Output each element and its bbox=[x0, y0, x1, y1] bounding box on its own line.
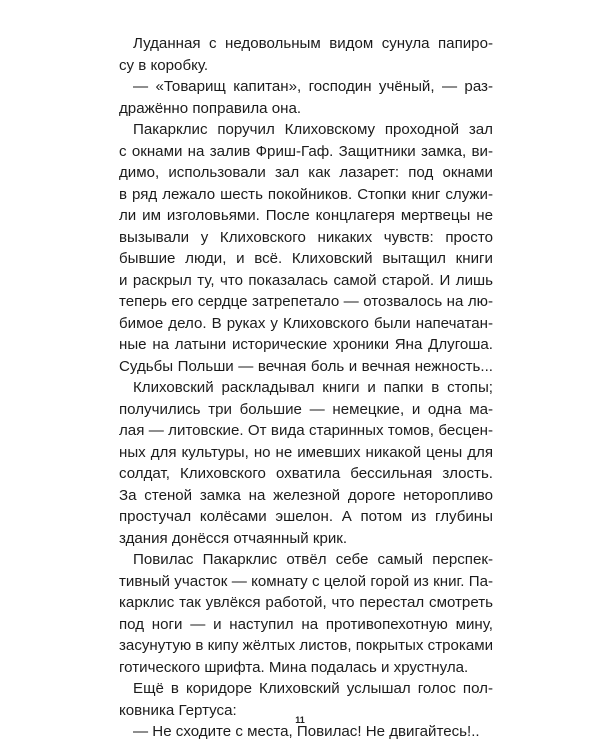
text-line: ные на латыни исторические хроники Яна Длугоша. bbox=[119, 336, 493, 353]
text-line: су в коробку. bbox=[119, 56, 209, 74]
text-line: с окнами на залив Фриш-Гаф. Защитники замка, ви- bbox=[119, 142, 493, 160]
text-line: получились три большие — немецкие, и одна ма- bbox=[119, 400, 493, 418]
text-line: бывшие люди, и всё. Клиховский вытащил книги bbox=[119, 250, 493, 267]
text-line: ных для культуры, но не имевших никакой цены для bbox=[119, 443, 493, 461]
text-line: теперь его сердце затрепетало — отозвалось на лю- bbox=[119, 293, 493, 310]
text-line: засунутую в кипу жёлтых листов, покрытых строками bbox=[119, 637, 494, 654]
text-line: ковника Гертуса: bbox=[119, 701, 237, 719]
text-line: Пакарклис поручил Клиховскому проходной зал bbox=[133, 121, 493, 138]
text-line: димо, использовали зал как лазарет: под окнами bbox=[119, 164, 493, 181]
text-line: ли им изголовьями. После концлагеря мертвецы не bbox=[119, 207, 493, 224]
text-line: Клиховский раскладывал книги и папки в стопы; bbox=[133, 379, 493, 396]
text-line: и раскрыл ту, что показалась самой старой. И лишь bbox=[119, 271, 493, 289]
text-line: простучал колёсами эшелон. А потом из глубины bbox=[119, 508, 493, 525]
page-text bbox=[119, 33, 493, 743]
text-line: готического шрифта. Мина подалась и хрустнула. bbox=[119, 658, 469, 676]
text-line: вызывали у Клиховского никаких чувств: просто bbox=[119, 228, 493, 246]
text-line: Повилас Пакарклис отвёл себе самый перспек- bbox=[133, 551, 493, 568]
text-line: За стеной замка на железной дороге неторопливо bbox=[119, 486, 493, 504]
text-line: под ноги — и наступил на противопехотную мину, bbox=[119, 615, 493, 633]
text-line: лая — литовские. От вида старинных томов, бесцен- bbox=[119, 422, 493, 439]
text-line: дражённо поправила она. bbox=[119, 99, 302, 117]
page-number: 11 bbox=[295, 715, 305, 725]
text-line: Луданная с недовольным видом сунула папиро- bbox=[133, 35, 493, 52]
text-line: тивный участок — комнату с целой горой из книг. Па- bbox=[119, 572, 493, 590]
text-line: бимое дело. В руках у Клиховского были напечатан- bbox=[119, 314, 493, 332]
text-line: здания донёсся отчаянный крик. bbox=[119, 529, 348, 547]
text-line: солдат, Клиховского охватила бессильная злость. bbox=[119, 465, 493, 482]
text-line: Ещё в коридоре Клиховский услышал голос пол- bbox=[133, 680, 493, 697]
text-line: — «Товарищ капитан», господин учёный, — раз- bbox=[133, 78, 493, 95]
text-line: Судьбы Польши — вечная боль и вечная нежность... bbox=[119, 357, 493, 375]
text-line: — Не сходите с места, Повилас! Не двигайтесь!.. bbox=[133, 723, 480, 740]
text-line: в ряд лежало шесть покойников. Стопки книг служи- bbox=[119, 185, 493, 203]
text-line: карклис так увлёкся работой, что перестал смотреть bbox=[119, 594, 493, 611]
